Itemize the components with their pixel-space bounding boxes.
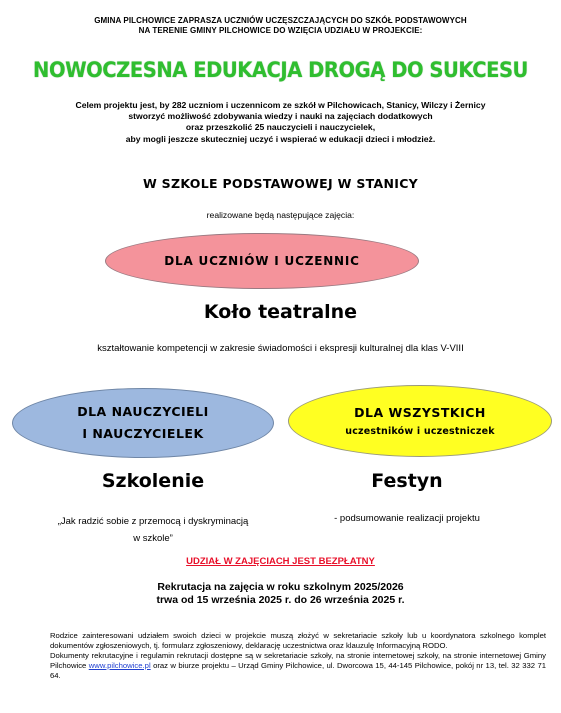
project-title: NOWOCZESNA EDUKACJA DROGĄ DO SUKCESU bbox=[33, 58, 528, 82]
training-description-line-2: w szkole” bbox=[133, 533, 173, 544]
training-description-line-1: „Jak radzić sobie z przemocą i dyskryminacją bbox=[57, 516, 249, 527]
footer-paragraph-2-start: Dokumenty rekrutacyjne i regulamin rekrutacji dostępne są w sekretariacie szkoły, na stronie internetowej szkoły, na stronie internetowej Gminy Pilchowice bbox=[50, 651, 546, 670]
intro-line-4: aby mogli jeszcze skuteczniej uczyć i wspierać w edukacji dzieci i młodzież. bbox=[125, 133, 436, 144]
header-line-1: GMINA PILCHOWICE ZAPRASZA UCZNIÓW UCZĘSZCZAJĄCYCH DO SZKÓŁ PODSTAWOWYCH bbox=[94, 16, 467, 25]
all-group-label: DLA WSZYSTKICH bbox=[354, 405, 486, 420]
students-group-label: DLA UCZNIÓW I UCZENNIC bbox=[164, 254, 360, 268]
teachers-group-ellipse bbox=[12, 388, 274, 458]
teachers-group-label-line-2: I NAUCZYCIELEK bbox=[82, 426, 204, 441]
activity-theatre-description: kształtowanie kompetencji w zakresie świadomości i ekspresji kulturalnej dla klas V-VIII bbox=[97, 343, 464, 354]
header-line-2: NA TERENIE GMINY PILCHOWICE DO WZIĘCIA UDZIAŁU W PROJEKCIE: bbox=[138, 26, 423, 35]
all-group-ellipse bbox=[288, 385, 552, 457]
header bbox=[0, 16, 561, 36]
intro bbox=[0, 100, 561, 145]
footer-paragraph-1: Rodzice zainteresowani udziałem swoich dzieci w projekcie muszą złożyć w sekretariacie szkoły lub u koordynatora szkolnego komplet dokumentów zgłoszeniowych, tj. formularz zgłoszeniowy, deklarację uczestnictwa oraz klauzulę Informacyjną RODO. bbox=[50, 631, 546, 650]
recruitment-line-1: Rekrutacja na zajęcia w roku szkolnym 2025/2026 bbox=[157, 581, 404, 593]
activity-festival-description: - podsumowanie realizacji projektu bbox=[334, 513, 480, 524]
intro-line-1: Celem projektu jest, by 282 uczniom i uczennicom ze szkół w Pilchowicach, Stanicy, Wilczy i Żernicy bbox=[75, 100, 486, 110]
activity-training-description bbox=[12, 513, 294, 547]
intro-line-2: stworzyć możliwość zdobywania wiedzy i nauki na zajęciach dodatkowych bbox=[128, 111, 433, 122]
teachers-group-label-line-1: DLA NAUCZYCIELI bbox=[77, 404, 209, 419]
intro-line-3: oraz przeszkolić 25 nauczycieli i nauczycielek, bbox=[185, 122, 376, 133]
school-heading: W SZKOLE PODSTAWOWEJ W STANICY bbox=[142, 176, 419, 191]
realized-text: realizowane będą następujące zajęcia: bbox=[206, 210, 355, 220]
pilchowice-website-link[interactable]: www.pilchowice.pl bbox=[88, 661, 151, 670]
recruitment-info bbox=[0, 581, 561, 607]
footer-info bbox=[50, 631, 546, 681]
activity-theatre: Koło teatralne bbox=[203, 301, 358, 323]
all-group-sublabel: uczestników i uczestniczek bbox=[345, 426, 495, 437]
activity-festival: Festyn bbox=[371, 470, 443, 492]
students-group-ellipse bbox=[105, 233, 419, 289]
recruitment-line-2: trwa od 15 września 2025 r. do 26 września 2025 r. bbox=[156, 594, 405, 606]
footer-paragraph-2-end: oraz w biurze projektu – Urząd Gminy Pilchowice, ul. Dworcowa 15, 44-145 Pilchowice, pokój nr 13, tel. 32 332 71 64. bbox=[50, 661, 546, 680]
footer-paragraph-2 bbox=[50, 651, 546, 681]
activity-training: Szkolenie bbox=[101, 470, 205, 492]
free-participation-notice: UDZIAŁ W ZAJĘCIACH JEST BEZPŁATNY bbox=[186, 556, 375, 567]
